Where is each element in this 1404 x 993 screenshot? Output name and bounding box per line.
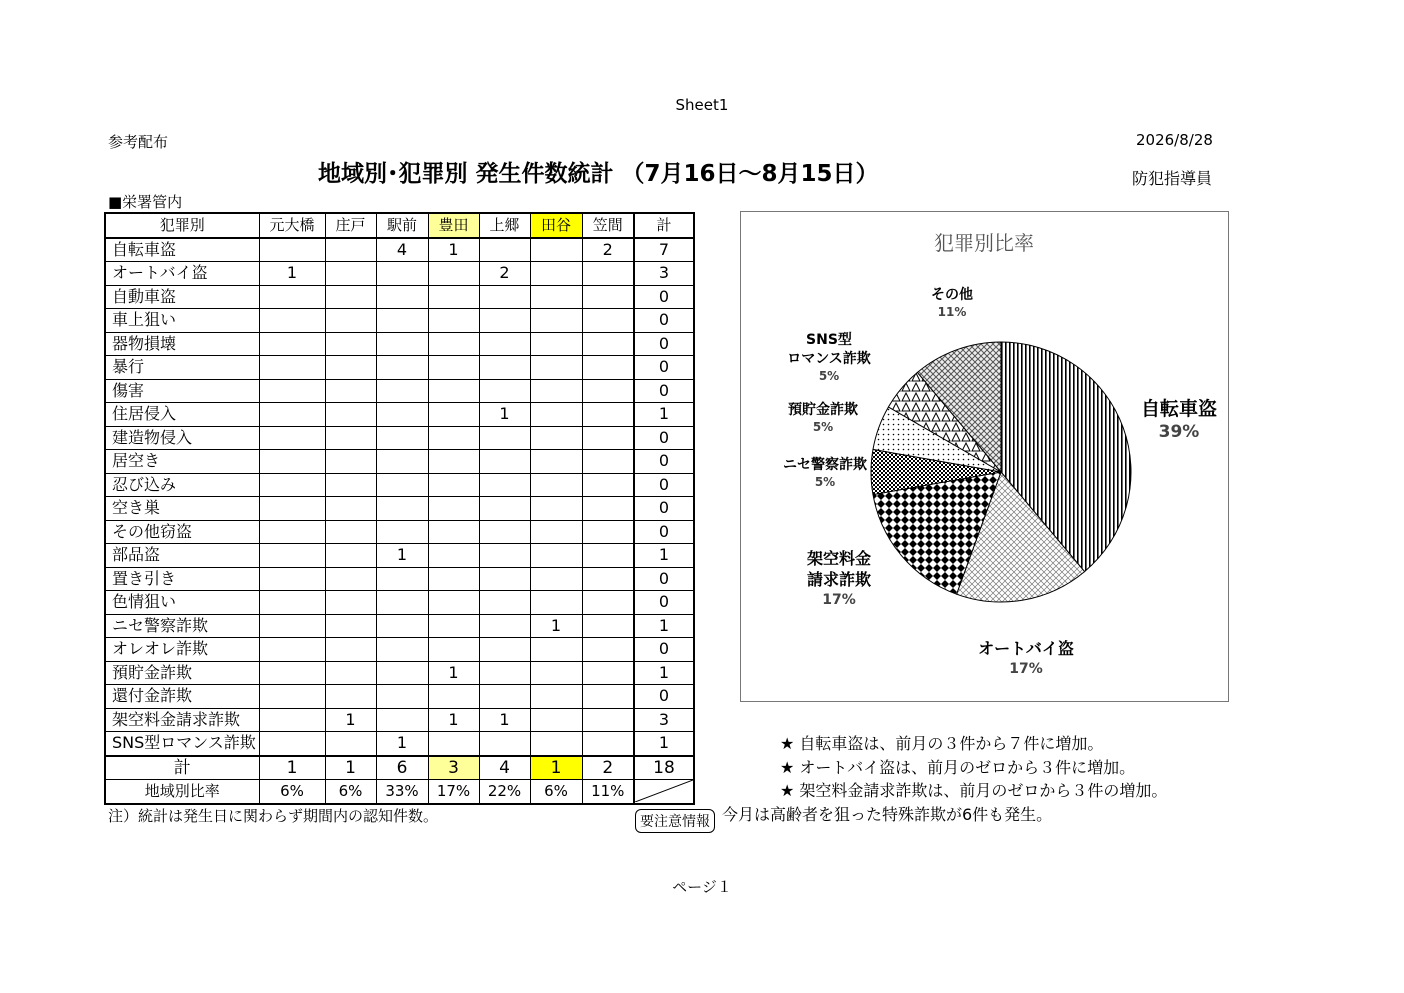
slice-label: 請求詐欺 (806, 570, 872, 589)
table-cell (530, 450, 582, 474)
table-cell: 1 (376, 732, 428, 756)
table-cell (325, 473, 376, 497)
table-cell (479, 309, 530, 333)
table-cell (259, 544, 325, 568)
table-cell (259, 450, 325, 474)
table-cell (530, 661, 582, 685)
slice-percent-label: 17% (822, 592, 856, 608)
slice-label: 架空料金 (806, 549, 872, 568)
table-cell (325, 661, 376, 685)
table-cell: 0 (634, 332, 694, 356)
row-label: 部品盗 (105, 544, 259, 568)
ratio-cell: 33% (376, 780, 428, 804)
row-label: オートバイ盗 (105, 262, 259, 286)
row-label: 暴行 (105, 356, 259, 380)
table-cell (582, 638, 634, 662)
table-cell (530, 544, 582, 568)
row-label: ニセ警察詐欺 (105, 614, 259, 638)
table-cell (428, 379, 479, 403)
table-cell (376, 520, 428, 544)
table-cell (259, 473, 325, 497)
table-cell (376, 708, 428, 732)
crime-statistics-table (104, 212, 695, 805)
table-cell (582, 661, 634, 685)
sum-cell: 6 (376, 756, 428, 780)
table-cell (428, 497, 479, 521)
table-cell (479, 567, 530, 591)
table-cell: 0 (634, 450, 694, 474)
table-cell (376, 379, 428, 403)
column-header: 庄戸 (325, 213, 376, 238)
ratio-cell: 11% (582, 780, 634, 804)
table-cell (376, 567, 428, 591)
table-cell (259, 497, 325, 521)
table-cell: 2 (582, 238, 634, 262)
table-cell: 0 (634, 309, 694, 333)
table-row (105, 567, 694, 591)
table-cell: 4 (376, 238, 428, 262)
table-cell: 0 (634, 591, 694, 615)
table-cell (582, 403, 634, 427)
table-cell (530, 309, 582, 333)
ratio-cell: 6% (530, 780, 582, 804)
slice-label: オートバイ盗 (978, 639, 1074, 658)
table-cell: 0 (634, 379, 694, 403)
table-cell (259, 426, 325, 450)
table-cell (582, 591, 634, 615)
table-cell (582, 497, 634, 521)
column-header: 笠間 (582, 213, 634, 238)
row-label: 自動車盗 (105, 285, 259, 309)
table-cell (582, 544, 634, 568)
sheet-name: Sheet1 (675, 96, 729, 114)
slice-percent-label: 39% (1158, 422, 1200, 442)
table-cell (479, 426, 530, 450)
table-cell (428, 450, 479, 474)
table-cell (582, 450, 634, 474)
table-cell (376, 614, 428, 638)
column-header: 元大橋 (259, 213, 325, 238)
slice-label: ロマンス詐欺 (787, 351, 871, 367)
table-cell (530, 332, 582, 356)
diagonal-cell (634, 780, 694, 804)
author-label: 防犯指導員 (1132, 169, 1213, 188)
table-cell (479, 638, 530, 662)
table-cell (376, 661, 428, 685)
station-label: ■栄署管内 (108, 193, 183, 211)
table-row (105, 473, 694, 497)
table-cell: 1 (634, 614, 694, 638)
table-cell (325, 332, 376, 356)
table-cell: 1 (530, 614, 582, 638)
table-cell (259, 356, 325, 380)
table-cell: 1 (479, 708, 530, 732)
table-cell (259, 520, 325, 544)
table-cell: 1 (376, 544, 428, 568)
table-cell (325, 567, 376, 591)
row-label: 色情狙い (105, 591, 259, 615)
caution-callout: 要注意情報 (635, 809, 715, 833)
table-row (105, 520, 694, 544)
row-label: 自転車盗 (105, 238, 259, 262)
table-cell (325, 379, 376, 403)
table-cell (530, 426, 582, 450)
column-header: 計 (634, 213, 694, 238)
table-cell (376, 497, 428, 521)
table-cell (479, 614, 530, 638)
table-cell (376, 332, 428, 356)
table-cell (582, 285, 634, 309)
table-row (105, 544, 694, 568)
table-cell (376, 285, 428, 309)
reference-label: 参考配布 (108, 133, 169, 151)
table-cell (376, 473, 428, 497)
table-cell (479, 473, 530, 497)
table-cell (325, 403, 376, 427)
table-cell (428, 544, 479, 568)
table-cell (325, 685, 376, 709)
table-row (105, 332, 694, 356)
table-cell (530, 591, 582, 615)
table-row (105, 732, 694, 756)
row-label: SNS型ロマンス詐欺 (105, 732, 259, 756)
table-cell (376, 426, 428, 450)
page-number: ページ１ (672, 878, 732, 896)
sum-cell: 1 (530, 756, 582, 780)
table-cell: 0 (634, 473, 694, 497)
table-cell (479, 379, 530, 403)
footnote: 注）統計は発生日に関わらず期間内の認知件数。 (108, 807, 439, 825)
table-cell (479, 591, 530, 615)
slice-percent-label: 5% (812, 420, 834, 434)
table-row (105, 708, 694, 732)
table-row (105, 379, 694, 403)
table-row (105, 497, 694, 521)
table-cell (259, 732, 325, 756)
column-header: 駅前 (376, 213, 428, 238)
table-header-row (105, 213, 694, 238)
table-cell: 2 (479, 262, 530, 286)
table-cell (259, 591, 325, 615)
table-cell (428, 426, 479, 450)
table-cell (325, 285, 376, 309)
ratio-cell: 17% (428, 780, 479, 804)
table-cell: 3 (634, 708, 694, 732)
sum-cell: 1 (325, 756, 376, 780)
notes (722, 732, 1168, 826)
note-line: ★ 自転車盗は、前月の３件から７件に増加。 (780, 734, 1104, 753)
table-cell (428, 285, 479, 309)
table-cell (259, 638, 325, 662)
table-cell (530, 403, 582, 427)
table-cell (259, 238, 325, 262)
row-label: 器物損壊 (105, 332, 259, 356)
slice-label: 自転車盗 (1140, 398, 1218, 420)
table-cell (259, 661, 325, 685)
table-cell: 1 (428, 661, 479, 685)
table-cell (582, 520, 634, 544)
column-header: 豊田 (428, 213, 479, 238)
slice-label: その他 (931, 287, 973, 303)
row-label: 傷害 (105, 379, 259, 403)
table-cell (530, 356, 582, 380)
table-cell (259, 379, 325, 403)
table-cell (325, 614, 376, 638)
table-cell (428, 403, 479, 427)
pie-chart-svg (741, 212, 1228, 701)
table-cell (479, 238, 530, 262)
table-cell (530, 473, 582, 497)
table-cell (428, 520, 479, 544)
table-cell (582, 356, 634, 380)
table-cell: 1 (325, 708, 376, 732)
table-cell (376, 262, 428, 286)
table-cell (530, 732, 582, 756)
sum-cell: 3 (428, 756, 479, 780)
table-cell (582, 685, 634, 709)
table-cell (530, 497, 582, 521)
row-label: オレオレ詐欺 (105, 638, 259, 662)
table-cell (376, 685, 428, 709)
table-cell (479, 544, 530, 568)
table-cell (325, 591, 376, 615)
table-cell (428, 685, 479, 709)
table-cell: 7 (634, 238, 694, 262)
table-cell (530, 567, 582, 591)
row-label: 架空料金請求詐欺 (105, 708, 259, 732)
table-cell (479, 285, 530, 309)
table-cell (428, 356, 479, 380)
row-label: 還付金詐欺 (105, 685, 259, 709)
table-cell: 0 (634, 638, 694, 662)
table-cell (428, 591, 479, 615)
table-cell (325, 544, 376, 568)
note-line: ★ オートバイ盗は、前月のゼロから３件に増加。 (780, 757, 1136, 777)
table-cell (479, 450, 530, 474)
row-label: 住居侵入 (105, 403, 259, 427)
table-cell (428, 567, 479, 591)
table-row (105, 309, 694, 333)
table-cell (530, 262, 582, 286)
table-cell (582, 732, 634, 756)
table-cell (259, 614, 325, 638)
table-cell (582, 473, 634, 497)
table-cell (325, 262, 376, 286)
table-cell: 0 (634, 567, 694, 591)
table-cell: 1 (634, 403, 694, 427)
table-corner-label: 犯罪別 (105, 213, 259, 238)
table-cell (376, 591, 428, 615)
table-cell (325, 520, 376, 544)
table-cell: 0 (634, 685, 694, 709)
sum-row (105, 756, 694, 780)
table-cell (582, 309, 634, 333)
slice-percent-label: 5% (814, 475, 836, 489)
table-cell (428, 614, 479, 638)
table-cell: 1 (259, 262, 325, 286)
table-cell: 1 (428, 238, 479, 262)
table-row (105, 450, 694, 474)
note-line: ★ 架空料金請求詐欺は、前月のゼロから３件の増加。 (780, 781, 1168, 800)
table-cell (428, 638, 479, 662)
table-row (105, 638, 694, 662)
table-cell (530, 638, 582, 662)
row-label: 居空き (105, 450, 259, 474)
table-cell (582, 426, 634, 450)
table-cell (582, 332, 634, 356)
table-cell (376, 403, 428, 427)
table-cell (428, 732, 479, 756)
table-cell (530, 708, 582, 732)
table-cell (479, 520, 530, 544)
table-row (105, 614, 694, 638)
ratio-cell: 6% (325, 780, 376, 804)
table-cell (376, 450, 428, 474)
sum-label: 計 (105, 756, 259, 780)
table-cell (479, 661, 530, 685)
table-row (105, 262, 694, 286)
table-cell (582, 708, 634, 732)
table-cell (376, 356, 428, 380)
chart-title: 犯罪別比率 (934, 231, 1034, 255)
table-cell (479, 685, 530, 709)
table-cell: 0 (634, 520, 694, 544)
note-line: 今月は高齢者を狙った特殊詐欺が6件も発生。 (722, 804, 1053, 824)
table-cell (259, 403, 325, 427)
row-label: 置き引き (105, 567, 259, 591)
table-cell (582, 379, 634, 403)
table-cell (428, 262, 479, 286)
table-cell (325, 309, 376, 333)
table-cell: 1 (428, 708, 479, 732)
table-row (105, 403, 694, 427)
document-title: 地域別･犯罪別 発生件数統計 （7月16日～8月15日） (318, 161, 879, 187)
document-date: 2026/8/28 (1136, 131, 1213, 149)
ratio-cell: 22% (479, 780, 530, 804)
table-row (105, 661, 694, 685)
row-label: 預貯金詐欺 (105, 661, 259, 685)
table-cell (259, 567, 325, 591)
ratio-cell: 6% (259, 780, 325, 804)
table-cell (259, 332, 325, 356)
table-cell (325, 638, 376, 662)
ratio-row (105, 780, 694, 804)
table-cell (428, 332, 479, 356)
slice-label: 預貯金詐欺 (788, 402, 858, 418)
table-cell (479, 356, 530, 380)
table-row (105, 685, 694, 709)
ratio-label: 地域別比率 (105, 780, 259, 804)
column-header: 田谷 (530, 213, 582, 238)
table-cell: 1 (634, 732, 694, 756)
column-header: 上郷 (479, 213, 530, 238)
table-cell: 0 (634, 497, 694, 521)
row-label: 空き巣 (105, 497, 259, 521)
row-label: 忍び込み (105, 473, 259, 497)
sum-cell: 1 (259, 756, 325, 780)
crime-ratio-chart (740, 211, 1229, 702)
table-row (105, 426, 694, 450)
table-cell (428, 309, 479, 333)
table-cell (325, 356, 376, 380)
table-cell (376, 638, 428, 662)
table-cell (325, 238, 376, 262)
table-cell (530, 238, 582, 262)
table-cell (325, 732, 376, 756)
table-cell (428, 473, 479, 497)
table-cell (259, 708, 325, 732)
row-label: 建造物侵入 (105, 426, 259, 450)
slice-percent-label: 5% (818, 369, 840, 383)
table-cell (582, 262, 634, 286)
table-row (105, 356, 694, 380)
row-label: 車上狙い (105, 309, 259, 333)
slice-label: ニセ警察詐欺 (783, 457, 867, 473)
table-row (105, 591, 694, 615)
table-row (105, 238, 694, 262)
slice-label: SNS型 (806, 332, 852, 348)
table-cell (479, 497, 530, 521)
table-cell: 0 (634, 426, 694, 450)
table-cell (325, 426, 376, 450)
row-label: その他窃盗 (105, 520, 259, 544)
table-cell (530, 379, 582, 403)
table-cell: 0 (634, 356, 694, 380)
table-cell (376, 309, 428, 333)
table-cell: 0 (634, 285, 694, 309)
table-cell (530, 285, 582, 309)
table-cell (325, 497, 376, 521)
table-cell: 3 (634, 262, 694, 286)
table-cell: 1 (634, 661, 694, 685)
table-cell (582, 567, 634, 591)
sum-cell: 4 (479, 756, 530, 780)
table-cell (530, 685, 582, 709)
table-cell (479, 332, 530, 356)
table-cell (259, 285, 325, 309)
table-cell (582, 614, 634, 638)
table-cell (325, 450, 376, 474)
sum-cell: 18 (634, 756, 694, 780)
table-row (105, 285, 694, 309)
table-cell: 1 (634, 544, 694, 568)
table-cell (259, 685, 325, 709)
table-cell (479, 732, 530, 756)
sum-cell: 2 (582, 756, 634, 780)
slice-percent-label: 17% (1009, 661, 1043, 677)
table-cell: 1 (479, 403, 530, 427)
table-cell (530, 520, 582, 544)
table-cell (259, 309, 325, 333)
slice-percent-label: 11% (937, 305, 967, 319)
